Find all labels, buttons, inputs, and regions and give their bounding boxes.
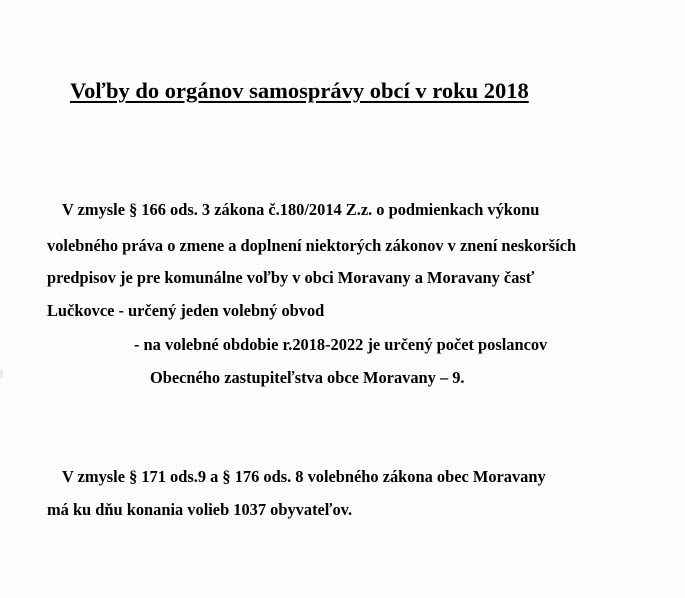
- paragraph-line: volebného práva o zmene a doplnení niektorých zákonov v znení neskorších: [47, 236, 577, 255]
- paragraph-line: Obecného zastupiteľstva obce Moravany – 9.: [150, 368, 465, 387]
- paragraph-line: V zmysle § 166 ods. 3 zákona č.180/2014 Z.z. o podmienkach výkonu: [62, 200, 540, 219]
- paragraph-line: Lučkovce - určený jeden volebný obvod: [47, 301, 325, 320]
- scan-artifact: [0, 370, 3, 378]
- paragraph-line: V zmysle § 171 ods.9 a § 176 ods. 8 volebného zákona obec Moravany: [62, 467, 546, 486]
- paragraph-line: - na volebné obdobie r.2018-2022 je určený počet poslancov: [134, 335, 548, 354]
- paragraph-line: má ku dňu konania volieb 1037 obyvateľov.: [47, 500, 353, 519]
- document-title: Voľby do orgánov samosprávy obcí v roku 2018: [70, 78, 529, 103]
- paragraph-line: predpisov je pre komunálne voľby v obci Moravany a Moravany časť: [47, 268, 535, 287]
